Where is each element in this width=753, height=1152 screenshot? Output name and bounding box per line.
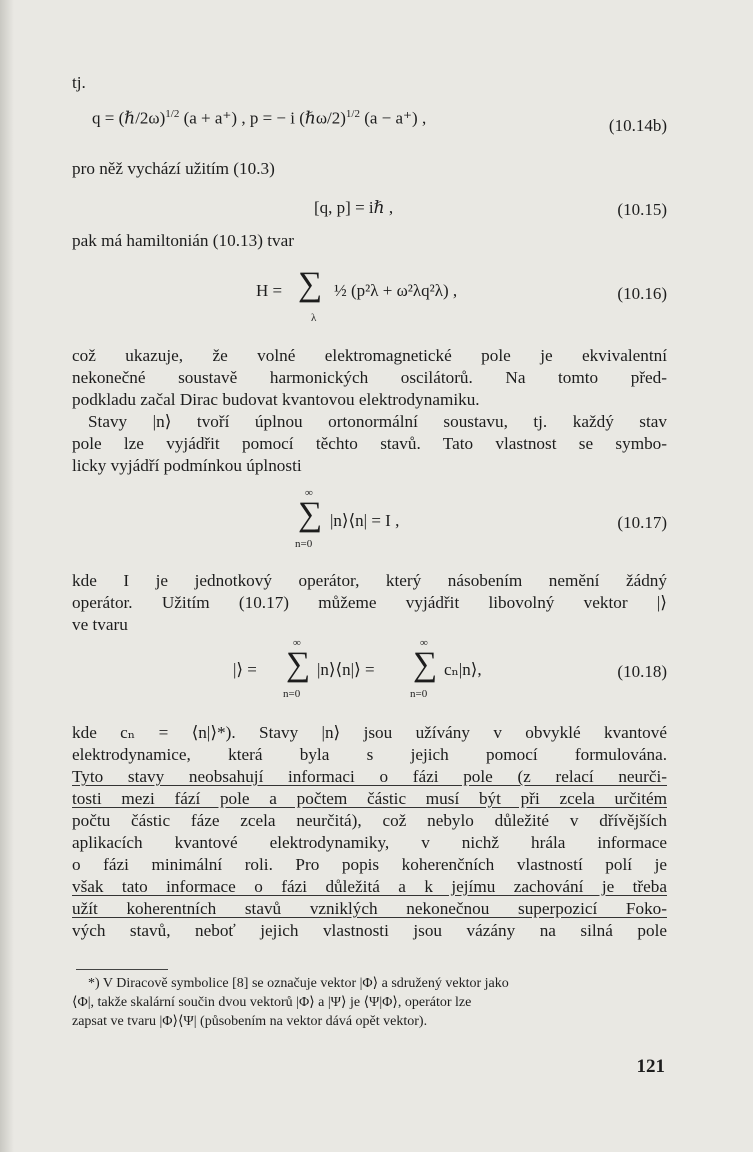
eq-10-18-mid: |n⟩⟨n|⟩ =: [317, 660, 375, 679]
footnote-line: ⟨Φ|, takže skalární součin dvou vektorů |Φ⟩ a |Ψ⟩ je ⟨Ψ|Φ⟩, operátor lze: [72, 995, 472, 1010]
para4-line: počtu částic fáze zcela neurčitá), což nebylo důležité v dřívějších: [72, 811, 667, 830]
para1-line: nekonečné soustavě harmonických oscilátorů. Na tomto před-: [72, 368, 667, 387]
para4-line-underlined: však tato informace o fázi důležitá a k jejímu zachování je třeba: [72, 877, 667, 896]
para2-line: pole lze vyjádřit pomocí těchto stavů. Tato vlastnost se symbo-: [72, 434, 667, 453]
page-number: 121: [636, 1056, 665, 1077]
para4-line-underlined: tosti mezi fází pole a počtem částic musí být při zcela určitém: [72, 789, 667, 808]
eq-10-18-lower1: n=0: [283, 688, 301, 700]
para4-line: vých stavů, neboť jejich vlastnosti jsou vázány na silná pole: [72, 921, 667, 940]
equation-10-15: [q, p] = iℏ ,: [314, 198, 394, 217]
eq-10-14b-mid: (a + a⁺) , p = − i (ℏω/2): [183, 108, 346, 128]
scan-edge-shadow: [0, 0, 14, 1152]
eq-number-10-16: (10.16): [617, 284, 667, 303]
footnote-rule: [76, 969, 168, 970]
para4-line: o fázi minimální roli. Pro popis koherenčních vlastností polí je: [72, 855, 667, 874]
eq-10-18-upper2: ∞: [420, 637, 428, 649]
equation-10-14b: [92, 108, 426, 129]
para3-line: kde I je jednotkový operátor, který násobením nemění žádný: [72, 571, 667, 590]
eq-10-17-body: |n⟩⟨n| = I ,: [330, 511, 400, 530]
para1-line: podkladu začal Dirac budovat kvantovou elektrodynamiku.: [72, 390, 480, 409]
text-line: pak má hamiltonián (10.13) tvar: [72, 231, 294, 250]
summation-symbol: ∑: [298, 266, 323, 303]
para2-line: licky vyjádří podmínkou úplnosti: [72, 456, 302, 475]
para2-line: Stavy |n⟩ tvoří úplnou ortonormální soustavu, tj. každý stav: [88, 412, 667, 431]
eq-10-14b-tail: (a − a⁺) ,: [364, 108, 427, 128]
eq-10-17-upper: ∞: [305, 487, 313, 499]
eq-10-14b-lhs: q = (ℏ/2ω): [92, 108, 166, 128]
para3-line: ve tvaru: [72, 615, 128, 634]
summation-symbol: ∑: [298, 496, 323, 533]
summation-symbol: ∑: [286, 646, 311, 683]
eq-10-16-lhs: H =: [256, 281, 283, 300]
eq-10-16-sub: λ: [311, 312, 317, 324]
eq-10-18-end: cₙ|n⟩,: [444, 660, 482, 679]
para4-line: aplikacích kvantové elektrodynamiky, v nichž hrála informace: [72, 833, 667, 852]
eq-number-10-14b: (10.14b): [608, 116, 667, 135]
eq-10-18-lower2: n=0: [410, 688, 428, 700]
footnote-line: *) V Diracově symbolice [8] se označuje vektor |Φ⟩ a sdružený vektor jako: [88, 976, 509, 991]
eq-10-17-lower: n=0: [295, 538, 313, 550]
eq-10-18-lhs: |⟩ =: [233, 660, 257, 679]
text-tj: tj.: [72, 73, 86, 92]
eq-number-10-17: (10.17): [617, 513, 667, 532]
eq-number-10-18: (10.18): [617, 662, 667, 681]
para4-line-underlined: Tyto stavy neobsahují informaci o fázi pole (z relací neurči-: [72, 767, 667, 786]
summation-symbol: ∑: [413, 646, 438, 683]
para4-line-underlined: užít koherentních stavů vzniklých nekonečnou superpozicí Foko-: [72, 899, 667, 918]
footnote-line: zapsat ve tvaru |Φ⟩⟨Ψ| (působením na vektor dává opět vektor).: [72, 1014, 428, 1029]
para4-line: elektrodynamice, která byla s jejich pomocí formulována.: [72, 745, 667, 764]
eq-10-14b-exp: 1/2: [165, 108, 180, 120]
para4-line: kde cₙ = ⟨n|⟩*). Stavy |n⟩ jsou užívány v obvyklé kvantové: [72, 723, 667, 742]
text-line: pro něž vychází užitím (10.3): [72, 159, 275, 178]
para1-line: což ukazuje, že volné elektromagnetické pole je ekvivalentní: [72, 346, 667, 365]
eq-number-10-15: (10.15): [617, 200, 667, 219]
eq-10-16-body: ½ (p²λ + ω²λq²λ) ,: [334, 281, 458, 300]
eq-10-14b-exp2: 1/2: [345, 108, 360, 120]
eq-10-18-upper1: ∞: [293, 637, 301, 649]
para3-line: operátor. Užitím (10.17) můžeme vyjádřit libovolný vektor |⟩: [72, 593, 667, 612]
